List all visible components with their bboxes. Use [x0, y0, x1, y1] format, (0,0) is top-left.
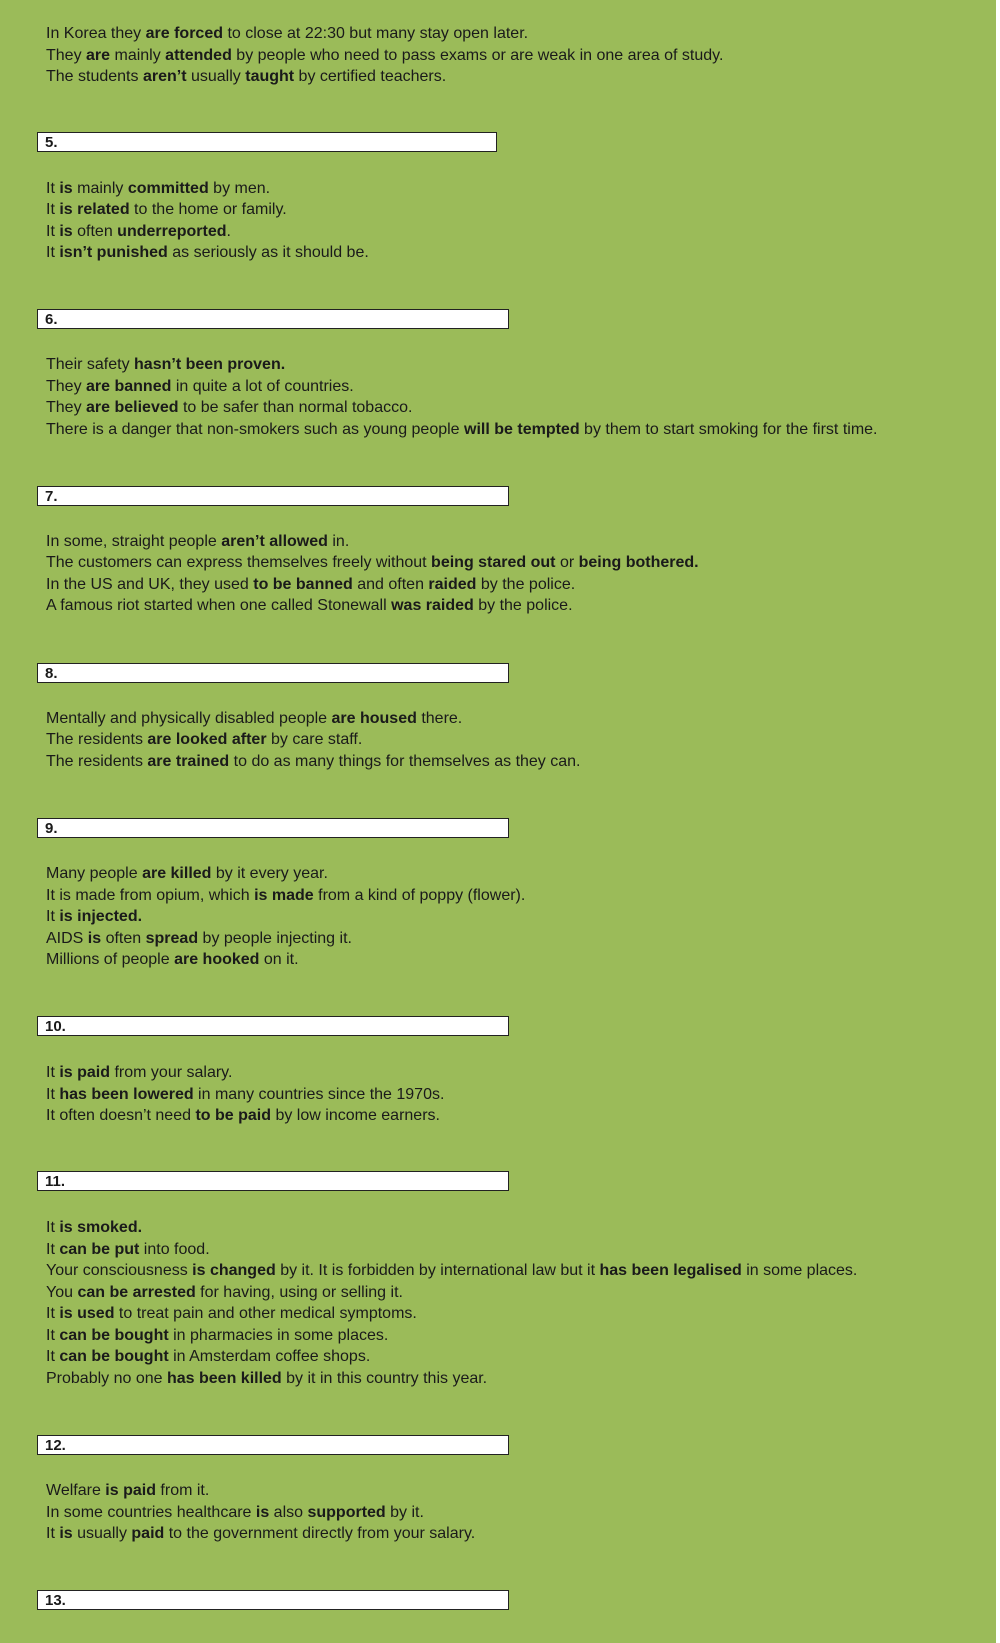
passive-verb-phrase: is changed: [192, 1262, 276, 1279]
passive-verb-phrase: being bothered.: [578, 554, 699, 571]
clue-text: to the government directly from your salary.: [164, 1525, 476, 1542]
clue-text: by people injecting it.: [198, 930, 352, 947]
question-number: 12.: [45, 1437, 66, 1454]
passive-verb-phrase: is: [59, 1525, 73, 1542]
clue-text: The customers can express themselves freely without: [46, 554, 432, 571]
clue-text: by care staff.: [266, 731, 363, 748]
clue-text: In Korea they: [46, 25, 146, 42]
question-number: 5.: [45, 134, 58, 151]
clue-text: It: [46, 1064, 60, 1081]
clue-text: Many people: [46, 865, 143, 882]
clue-text: It: [46, 1241, 60, 1258]
clue-text: It: [46, 1305, 60, 1322]
clue-text: The students: [46, 68, 143, 85]
clue-text: usually: [186, 68, 246, 85]
clue-line: [46, 1347, 370, 1367]
clue-line: [46, 553, 699, 573]
clue-line: [46, 243, 369, 263]
clue-text: Probably no one: [46, 1370, 167, 1387]
passive-verb-phrase: is: [255, 1504, 270, 1521]
question-number: 11.: [45, 1173, 66, 1190]
passive-verb-phrase: has been killed: [166, 1370, 282, 1387]
clue-line: [46, 222, 231, 242]
clue-text: Mentally and physically disabled people: [46, 710, 332, 727]
clue-line: [46, 67, 446, 87]
clue-line: [46, 929, 352, 949]
passive-verb-phrase: can be bought: [59, 1327, 169, 1344]
clue-text: They: [46, 378, 87, 395]
answer-box[interactable]: [37, 818, 509, 838]
clue-line: [46, 864, 328, 884]
clue-line: [46, 575, 575, 595]
clue-line: [46, 1063, 232, 1083]
clue-text: also: [269, 1504, 308, 1521]
clue-text: They: [46, 399, 87, 416]
clue-text: by them to start smoking for the first time.: [579, 421, 878, 438]
passive-verb-phrase: attended: [165, 47, 232, 64]
clue-line: [46, 1218, 142, 1238]
clue-line: [46, 1085, 444, 1105]
passive-verb-phrase: taught: [245, 68, 295, 85]
clue-text: It: [46, 201, 60, 218]
clue-line: [46, 1304, 417, 1324]
clue-line: [46, 1106, 440, 1126]
clue-text: In some countries healthcare: [46, 1504, 256, 1521]
clue-line: [46, 1261, 857, 1281]
clue-line: [46, 179, 270, 199]
clue-line: [46, 752, 581, 772]
passive-verb-phrase: is paid: [59, 1064, 111, 1081]
clue-text: usually: [72, 1525, 132, 1542]
clue-text: for having, using or selling it.: [195, 1284, 403, 1301]
clue-line: [46, 1503, 424, 1523]
passive-verb-phrase: is smoked.: [59, 1219, 143, 1236]
clue-text: by the police.: [476, 576, 576, 593]
clue-text: from a kind of poppy (flower).: [313, 887, 526, 904]
passive-verb-phrase: are: [86, 47, 111, 64]
answer-box[interactable]: [37, 1016, 509, 1036]
clue-text: Their safety: [46, 356, 135, 373]
clue-line: [46, 420, 877, 440]
clue-text: It often doesn’t need: [46, 1107, 196, 1124]
passive-verb-phrase: is related: [59, 201, 130, 218]
clue-text: in some places.: [741, 1262, 858, 1279]
clue-text: by low income earners.: [271, 1107, 440, 1124]
clue-text: by it. It is forbidden by international law but it: [275, 1262, 600, 1279]
passive-verb-phrase: has been legalised: [599, 1262, 742, 1279]
clue-text: into food.: [139, 1241, 210, 1258]
clue-text: by people who need to pass exams or are weak in one area of study.: [231, 47, 724, 64]
clue-line: [46, 398, 412, 418]
clue-text: It is made from opium, which: [46, 887, 255, 904]
passive-verb-phrase: to be banned: [253, 576, 353, 593]
passive-verb-phrase: are hooked: [174, 951, 260, 968]
clue-text: as seriously as it should be.: [167, 244, 369, 261]
passive-verb-phrase: raided: [428, 576, 477, 593]
answer-box[interactable]: [37, 486, 509, 506]
clue-line: [46, 46, 723, 66]
clue-text: by it every year.: [211, 865, 328, 882]
passive-verb-phrase: has been lowered: [59, 1086, 194, 1103]
clue-text: to do as many things for themselves as they can.: [229, 753, 581, 770]
clue-line: [46, 709, 462, 729]
passive-verb-phrase: are banned: [86, 378, 172, 395]
clue-line: [46, 886, 525, 906]
clue-text: In the US and UK, they used: [46, 576, 254, 593]
clue-text: It: [46, 1348, 60, 1365]
clue-text: in quite a lot of countries.: [171, 378, 354, 395]
clue-text: It: [46, 223, 60, 240]
clue-text: by the police.: [473, 597, 573, 614]
passive-verb-phrase: is: [59, 223, 73, 240]
clue-text: to the home or family.: [129, 201, 287, 218]
clue-text: It: [46, 1327, 60, 1344]
passive-verb-phrase: to be paid: [195, 1107, 272, 1124]
question-number: 6.: [45, 311, 58, 328]
question-number: 8.: [45, 665, 58, 682]
passive-verb-phrase: are trained: [147, 753, 230, 770]
clue-text: mainly: [72, 180, 128, 197]
passive-verb-phrase: was raided: [391, 597, 474, 614]
passive-verb-phrase: being stared out: [431, 554, 556, 571]
answer-box[interactable]: [37, 132, 497, 152]
passive-verb-phrase: are believed: [86, 399, 179, 416]
clue-text: Welfare: [46, 1482, 106, 1499]
clue-text: often: [101, 930, 146, 947]
clue-text: mainly: [110, 47, 166, 64]
clue-line: [46, 355, 285, 375]
clue-text: by certified teachers.: [294, 68, 447, 85]
passive-verb-phrase: are killed: [142, 865, 212, 882]
clue-line: [46, 1240, 210, 1260]
passive-verb-phrase: is paid: [105, 1482, 156, 1499]
clue-line: [46, 730, 362, 750]
clue-text: there.: [416, 710, 463, 727]
clue-text: or: [555, 554, 579, 571]
passive-verb-phrase: can be bought: [59, 1348, 169, 1365]
clue-text: Millions of people: [46, 951, 175, 968]
passive-verb-phrase: will be tempted: [464, 421, 580, 438]
clue-text: In some, straight people: [46, 533, 222, 550]
clue-text: by men.: [208, 180, 271, 197]
clue-text: It: [46, 1086, 60, 1103]
clue-text: A famous riot started when one called Stonewall: [46, 597, 392, 614]
clue-line: [46, 1369, 487, 1389]
clue-text: from your salary.: [110, 1064, 233, 1081]
question-number: 9.: [45, 820, 58, 837]
clue-text: .: [226, 223, 231, 240]
clue-text: AIDS: [46, 930, 88, 947]
clue-text: It: [46, 908, 60, 925]
clue-text: often: [72, 223, 118, 240]
passive-verb-phrase: can be put: [59, 1241, 140, 1258]
passive-verb-phrase: aren’t: [142, 68, 187, 85]
passive-verb-phrase: aren’t allowed: [221, 533, 328, 550]
clue-text: in many countries since the 1970s.: [193, 1086, 445, 1103]
passive-verb-phrase: supported: [307, 1504, 386, 1521]
answer-box[interactable]: [37, 1435, 509, 1455]
clue-text: by it in this country this year.: [281, 1370, 488, 1387]
passive-verb-phrase: is used: [59, 1305, 115, 1322]
clue-line: [46, 1283, 403, 1303]
clue-text: from it.: [155, 1482, 210, 1499]
clue-text: Your consciousness: [46, 1262, 193, 1279]
clue-text: to be safer than normal tobacco.: [178, 399, 413, 416]
passive-verb-phrase: are forced: [145, 25, 223, 42]
clue-text: You: [46, 1284, 78, 1301]
clue-text: There is a danger that non-smokers such as young people: [46, 421, 465, 438]
answer-box[interactable]: [37, 663, 509, 683]
passive-verb-phrase: is: [87, 930, 102, 947]
answer-box[interactable]: [37, 1590, 509, 1610]
passive-verb-phrase: are housed: [331, 710, 417, 727]
question-number: 10.: [45, 1018, 66, 1035]
clue-text: It: [46, 244, 60, 261]
clue-text: The residents: [46, 731, 148, 748]
answer-box[interactable]: [37, 309, 509, 329]
clue-text: in.: [327, 533, 350, 550]
passive-verb-phrase: hasn’t been proven.: [134, 356, 286, 373]
passive-verb-phrase: is made: [254, 887, 314, 904]
clue-line: [46, 377, 354, 397]
passive-verb-phrase: is injected.: [59, 908, 143, 925]
clue-text: It: [46, 1219, 60, 1236]
clue-text: They: [46, 47, 87, 64]
passive-verb-phrase: isn’t punished: [59, 244, 168, 261]
question-number: 13.: [45, 1592, 66, 1609]
clue-line: [46, 200, 287, 220]
answer-box[interactable]: [37, 1171, 509, 1191]
clue-text: in Amsterdam coffee shops.: [168, 1348, 371, 1365]
passive-verb-phrase: paid: [131, 1525, 165, 1542]
clue-text: to close at 22:30 but many stay open later.: [223, 25, 529, 42]
clue-text: in pharmacies in some places.: [168, 1327, 389, 1344]
clue-text: It: [46, 180, 60, 197]
question-number: 7.: [45, 488, 58, 505]
passive-verb-phrase: can be arrested: [77, 1284, 196, 1301]
clue-text: on it.: [259, 951, 299, 968]
clue-line: [46, 1326, 388, 1346]
passive-verb-phrase: committed: [127, 180, 209, 197]
passive-verb-phrase: underreported: [117, 223, 227, 240]
clue-line: [46, 1524, 475, 1544]
clue-line: [46, 532, 349, 552]
clue-text: and often: [352, 576, 429, 593]
clue-line: [46, 950, 299, 970]
clue-text: by it.: [385, 1504, 424, 1521]
passive-verb-phrase: is: [59, 180, 73, 197]
clue-line: [46, 24, 528, 44]
clue-line: [46, 1481, 209, 1501]
clue-line: [46, 907, 142, 927]
clue-text: The residents: [46, 753, 148, 770]
clue-line: [46, 596, 573, 616]
clue-text: It: [46, 1525, 60, 1542]
passive-verb-phrase: are looked after: [147, 731, 267, 748]
clue-text: to treat pain and other medical symptoms.: [114, 1305, 417, 1322]
passive-verb-phrase: spread: [145, 930, 199, 947]
